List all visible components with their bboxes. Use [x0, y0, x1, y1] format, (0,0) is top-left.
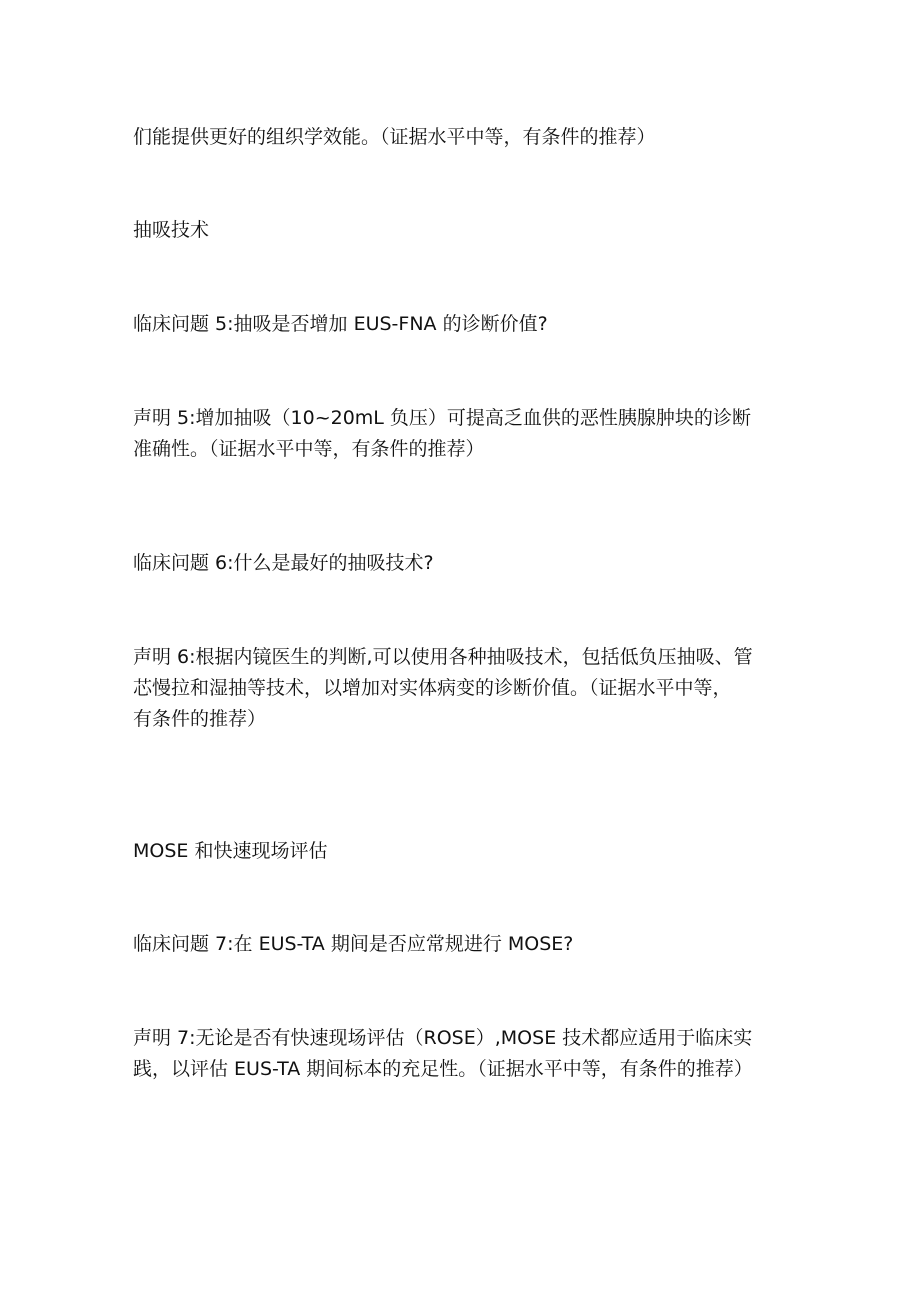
clinical-question-7 — [133, 929, 813, 960]
text-line: 践，以评估 EUS-TA 期间标本的充足性。（证据水平中等，有条件的推荐） — [133, 1058, 753, 1080]
text-line: 们能提供更好的组织学效能。（证据水平中等，有条件的推荐） — [133, 126, 656, 148]
statement-7 — [133, 1023, 813, 1085]
text-line: 临床问题 5:抽吸是否增加 EUS-FNA 的诊断价值? — [133, 313, 548, 335]
text-line: 声明 6:根据内镜医生的判断,可以使用各种抽吸技术，包括低负压抽吸、管 — [133, 646, 753, 668]
heading-text: MOSE 和快速现场评估 — [133, 840, 328, 862]
text-line: 有条件的推荐） — [133, 708, 267, 730]
text-line: 声明 7:无论是否有快速现场评估（ROSE）,MOSE 技术都应适用于临床实 — [133, 1027, 753, 1049]
text-line: 芯慢拉和湿抽等技术，以增加对实体病变的诊断价值。（证据水平中等， — [133, 677, 732, 699]
clinical-question-6 — [133, 548, 813, 579]
text-line: 临床问题 6:什么是最好的抽吸技术? — [133, 552, 434, 574]
text-line: 临床问题 7:在 EUS-TA 期间是否应常规进行 MOSE? — [133, 933, 574, 955]
heading-text: 抽吸技术 — [133, 219, 210, 241]
clinical-question-5 — [133, 309, 813, 340]
section-heading-mose-rose — [133, 836, 813, 867]
statement-6 — [133, 642, 813, 735]
section-heading-aspiration-technique — [133, 215, 813, 246]
paragraph-histology-efficacy — [133, 122, 813, 153]
text-line: 声明 5:增加抽吸（10~20mL 负压）可提高乏血供的恶性胰腺肿块的诊断 — [133, 407, 751, 429]
statement-5 — [133, 403, 813, 465]
text-line: 准确性。（证据水平中等，有条件的推荐） — [133, 438, 485, 460]
